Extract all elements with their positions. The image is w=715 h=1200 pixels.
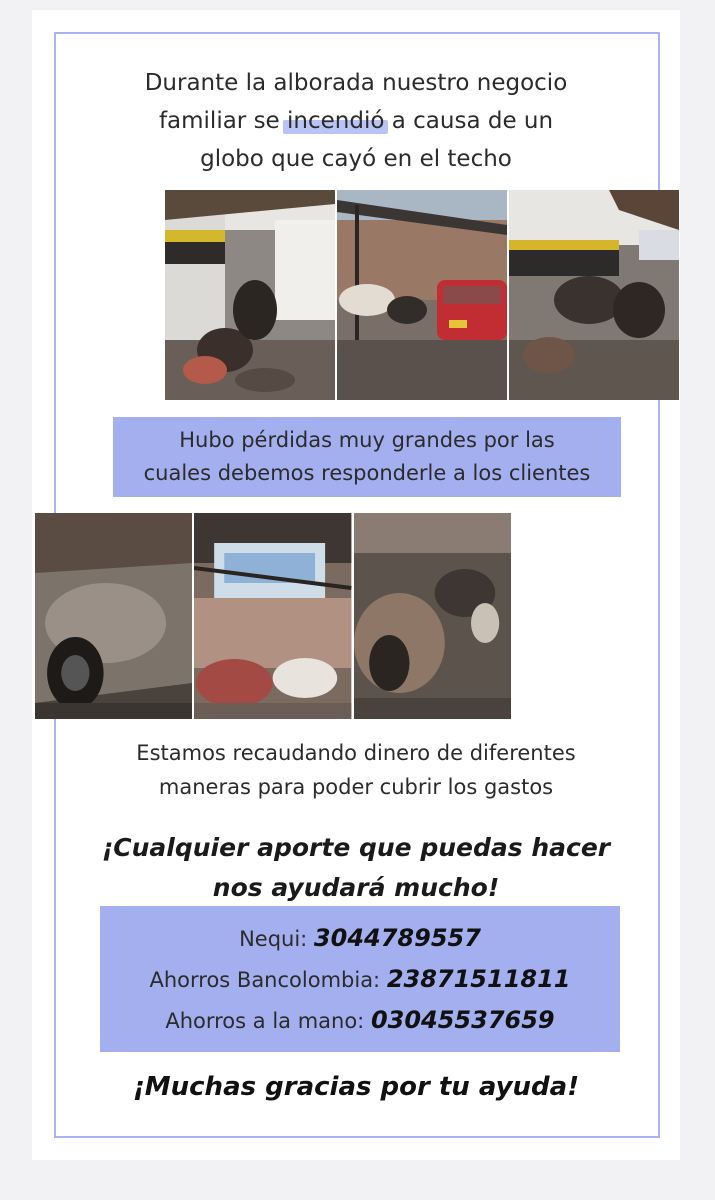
intro-line-2-pre: familiar se [158, 108, 288, 134]
losses-box [113, 417, 621, 497]
bancolombia-number: 23871511811 [386, 965, 571, 993]
mano-label: Ahorros a la mano: [165, 1009, 371, 1033]
payment-mano [100, 1000, 620, 1041]
appeal-line-1: ¡Cualquier aporte que puedas hacer [101, 833, 611, 862]
payment-box [100, 906, 620, 1052]
appeal-line-2: nos ayudará mucho! [212, 873, 500, 902]
photo-row-bottom [35, 513, 511, 719]
intro-line-1: Durante la alborada nuestro negocio [144, 70, 568, 96]
photo-burned-debris [354, 513, 511, 719]
losses-line-2: cuales debemos responderle a los clientes [143, 461, 591, 485]
nequi-label: Nequi: [239, 927, 314, 951]
intro-line-2 [84, 102, 628, 140]
intro-text [84, 64, 628, 178]
photo-burned-car-front [35, 513, 192, 719]
fundraising-text [72, 736, 640, 804]
thanks-text: ¡Muchas gracias por tu ayuda! [132, 1072, 580, 1102]
intro-line-2-post: a causa de un [384, 108, 554, 134]
fundraising-line-1: Estamos recaudando dinero de diferentes [136, 741, 576, 765]
losses-line-1: Hubo pérdidas muy grandes por las [179, 428, 555, 452]
bancolombia-label: Ahorros Bancolombia: [149, 968, 387, 992]
appeal-text [72, 828, 640, 908]
photo-burned-wreckage [509, 190, 679, 400]
payment-bancolombia [100, 959, 620, 1000]
highlighted-word: incendió [287, 108, 385, 134]
intro-line-3: globo que cayó en el techo [200, 146, 512, 172]
payment-nequi [100, 918, 620, 959]
mano-number: 03045537659 [370, 1006, 555, 1034]
nequi-number: 3044789557 [313, 924, 481, 952]
photo-burned-cars [337, 190, 507, 400]
photo-burned-motorcycles [165, 190, 335, 400]
photo-collapsed-roof [194, 513, 351, 719]
photo-row-top [165, 190, 679, 400]
flyer-page [32, 10, 680, 1160]
fundraising-line-2: maneras para poder cubrir los gastos [158, 775, 554, 799]
